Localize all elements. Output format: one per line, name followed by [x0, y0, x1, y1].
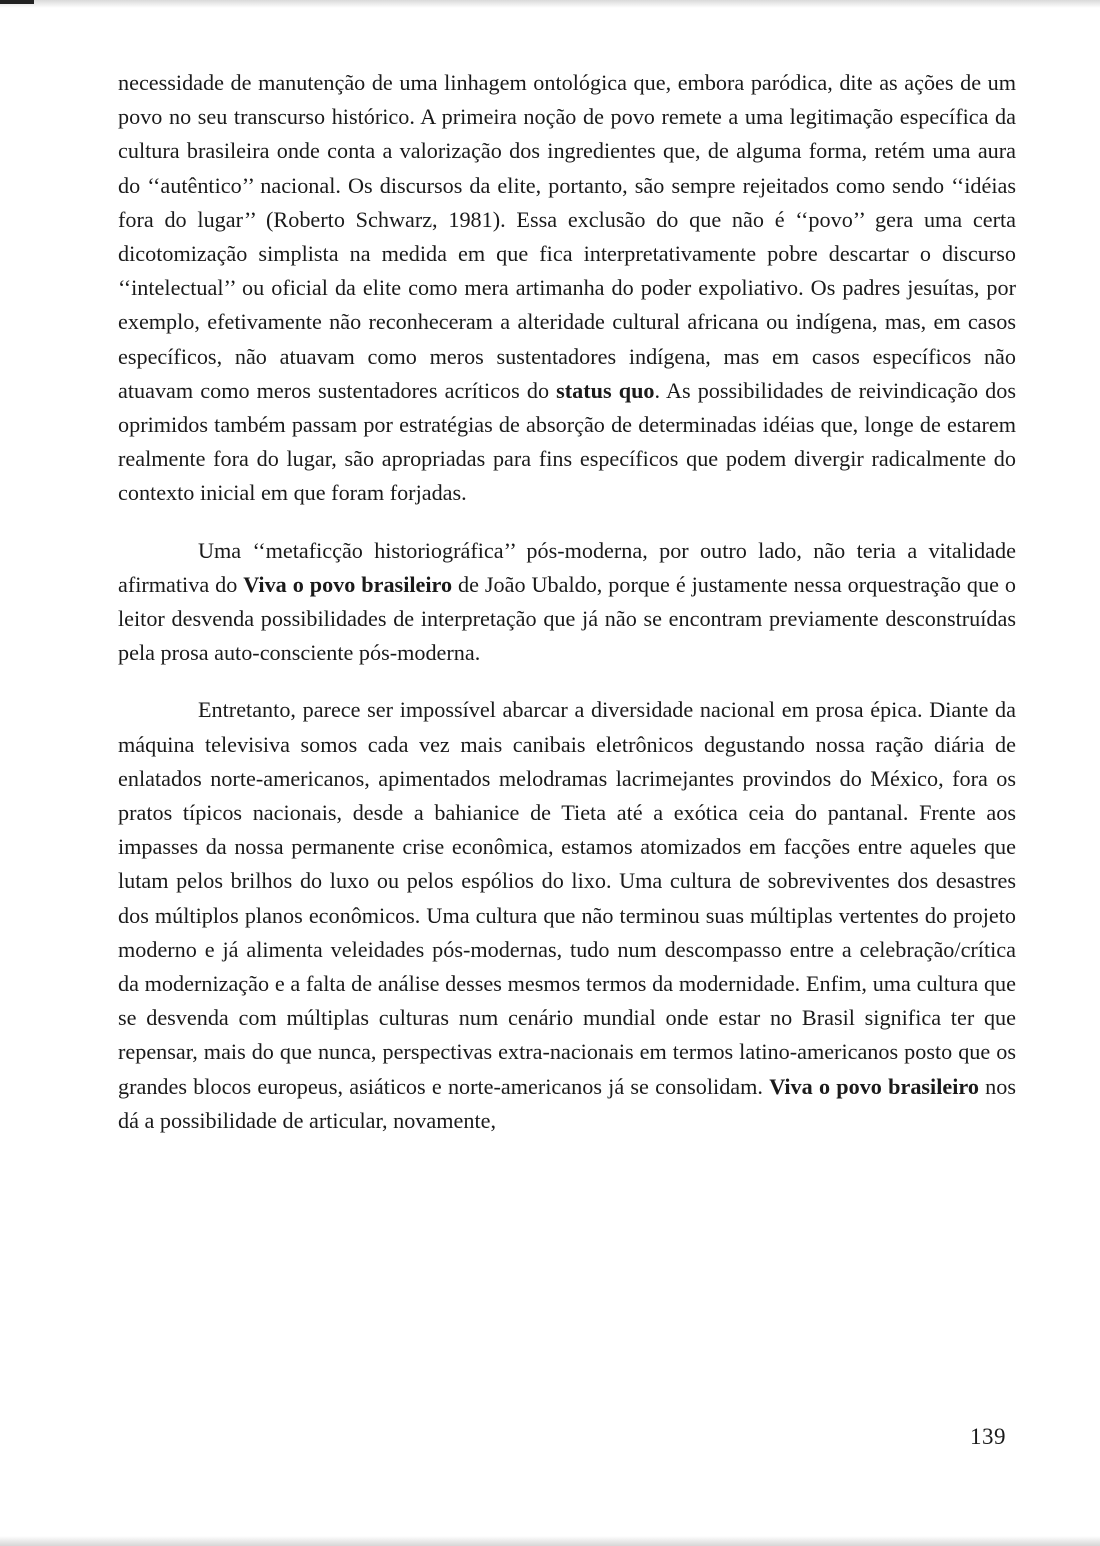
paragraph-text: Uma ‘‘metaficção historiográfica’’ pós-moderna, por outro lado, não teria a vitalidade afirmativa do: [118, 537, 1016, 597]
scan-mark: [0, 0, 34, 4]
book-title-emphasis: Viva o povo brasileiro: [769, 1073, 979, 1099]
paragraph-text: nos dá a possibilidade de articular, novamente,: [118, 1073, 1016, 1133]
paragraph-text: . As possibilidades de reivindicação dos oprimidos também passam por estratégias de absorção de determinadas idéias que, longe de estarem realmente fora do lugar, são apropriadas para fins específicos que podem divergir radicalmente do contexto inicial em que foram forjadas.: [118, 377, 1016, 506]
body-text: [118, 66, 1016, 1138]
paragraph-text: de João Ubaldo, porque é justamente nessa orquestração que o leitor desvenda possibilidades de interpretação que já não se encontram previamente desconstruídas pela prosa auto-consciente pós-moderna.: [118, 571, 1016, 666]
emphasis-status-quo: status quo: [556, 377, 655, 403]
paragraph-text: necessidade de manutenção de uma linhagem ontológica que, embora paródica, dite as ações de um povo no seu transcurso histórico. A primeira noção de povo remete a uma legitimação específica da cultura brasileira onde conta a valorização dos ingredientes que, de alguma forma, retém uma aura do ‘‘autêntico’’ nacional. Os discursos da elite, portanto, são sempre rejeitados como sendo ‘‘idéias fora do lugar’’ (Roberto Schwarz, 1981). Essa exclusão do que não é ‘‘povo’’ gera uma certa dicotomização simplista na medida em que fica interpretativamente pobre descartar o discurso ‘‘intelectual’’ ou oficial da elite como mera artimanha do poder expoliativo. Os padres jesuítas, por exemplo, efetivamente não reconheceram a alteridade cultural africana ou indígena, mas, em casos específicos, não atuavam como meros sustentadores indígena, mas em casos específicos não atuavam como meros sustentadores acríticos do: [118, 70, 1016, 403]
page-number: 139: [970, 1424, 1006, 1449]
paragraph-1: [118, 66, 1016, 511]
scan-edge-bottom: [0, 1536, 1100, 1546]
paragraph-3: [118, 693, 1016, 1138]
book-title-emphasis: Viva o povo brasileiro: [243, 571, 453, 597]
paragraph-text: Entretanto, parece ser impossível abarcar a diversidade nacional em prosa épica. Diante da máquina televisiva somos cada vez mais canibais eletrônicos degustando nossa ração diária de enlatados norte-americanos, apimentados melodramas lacrimejantes provindos do México, fora os pratos típicos nacionais, desde a bahianice de Tieta até a exótica ceia do pantanal. Frente aos impasses da nossa permanente crise econômica, estamos atomizados em facções entre aqueles que lutam pelos brilhos do luxo ou pelos espólios do lixo. Uma cultura de sobreviventes dos desastres dos múltiplos planos econômicos. Uma cultura que não terminou suas múltiplas vertentes do projeto moderno e já alimenta veleidades pós-modernas, tudo num descompasso entre a celebração/crítica da modernização e a falta de análise desses mesmos termos da modernidade. Enfim, uma cultura que se desvenda com múltiplas culturas num cenário mundial onde estar no Brasil significa ter que repensar, mais do que nunca, perspectivas extra-nacionais em termos latino-americanos posto que os grandes blocos europeus, asiáticos e norte-americanos já se consolidam.: [118, 697, 1016, 1099]
scan-edge-top: [0, 0, 1100, 8]
paragraph-2: [118, 534, 1016, 671]
